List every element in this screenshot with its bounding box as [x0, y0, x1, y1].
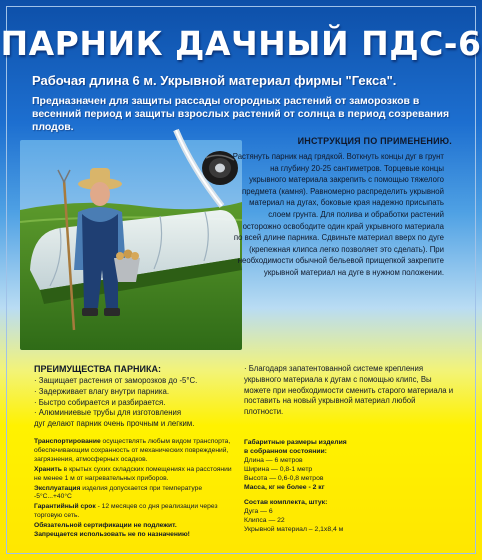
certification-note: Обязательной сертификации не подлежит. — [34, 522, 177, 530]
storage-text: в крытых сухих складских помещениях на расстоянии не менее 1 м от нагревательных приборов. — [34, 465, 232, 482]
instructions-heading: ИНСТРУКЦИЯ ПО ПРИМЕНЕНИЮ. — [297, 136, 452, 146]
list-item: · Защищает растения от заморозков до -5°С. — [34, 376, 198, 385]
usage-info — [34, 485, 234, 503]
advantages-list — [34, 376, 230, 430]
dimension-height: Высота — 0,6-0,8 метров — [244, 475, 324, 482]
kit-clips: Клипса — 22 — [244, 517, 285, 524]
dimensions-block — [244, 438, 434, 534]
dimensions-heading: Габаритные размеры изделия — [244, 439, 347, 446]
list-item: · Алюминиевые трубы для изготовления — [34, 408, 182, 418]
transport-text: осуществлять любым видом транспорта, обеспечивающим сохранность от механических повреждений, загрязнения, атмосферных осадков. — [34, 438, 231, 463]
usage-label: Эксплуатация — [34, 484, 81, 492]
advantages-heading: ПРЕИМУЩЕСТВА ПАРНИКА: — [34, 364, 161, 374]
warning-note: Запрещается использовать не по назначению! — [34, 531, 190, 539]
transport-label: Транспортирование — [34, 438, 101, 445]
purpose-text: Предназначен для защиты рассады огородных растений от заморозков в весенний период и защиты взрослых растений от солнца в период созревания плодов. — [32, 95, 450, 133]
dimension-weight: Масса, кг не более - 2 кг — [244, 484, 325, 491]
dimension-width: Ширина — 0,8-1 метр — [244, 466, 313, 473]
instructions-text: Растянуть парник над грядкой. Воткнуть концы дуг в грунт на глубину 20-25 сантиметров. Торцевые концы укрывного материала закрепить с помощью тяжелого предмета (камня). Равномерно распределить укрывной материал на дугах, боковые края надежно присыпать слоем грунта. Для полива и обработки растений осторожно освободите один край укрывного материала по всей длине парника. Сдвиньте материал вверх по дуге (крепежная клипса легко позволяет это сделать). При необходимости обычной бельевой прищепкой закрепите укрывной материал на дуге в нужном положении. — [232, 152, 444, 277]
storage-info — [34, 466, 234, 484]
dimension-length: Длина — 6 метров — [244, 457, 303, 464]
list-item: дуг делают парник очень прочным и легким. — [34, 419, 195, 429]
kit-heading: Состав комплекта, штук: — [244, 499, 328, 506]
transport-info — [34, 438, 234, 465]
list-item: · Задерживает влагу внутри парника. — [34, 386, 169, 396]
warranty-label: Гарантийный срок — [34, 503, 96, 511]
warranty-text: - 12 месяцев со дня реализации через торговую сеть. — [34, 503, 218, 520]
kit-arcs: Дуга — 6 — [244, 508, 273, 515]
storage-label: Хранить — [34, 465, 62, 473]
list-item: · Быстро собирается и разбирается. — [34, 397, 166, 407]
warranty-info — [34, 503, 234, 521]
kit-material: Укрывной материал – 2,1х8,4 м — [244, 526, 344, 533]
dimensions-subheading: в собранном состоянии: — [244, 448, 327, 455]
subtitle: Рабочая длина 6 м. Укрывной материал фирмы "Гекса". — [32, 73, 397, 88]
usage-text: изделия допускается при температуре -5°С...+40°С — [34, 484, 203, 501]
page-title: ПАРНИК ДАЧНЫЙ ПДС-6 — [0, 24, 482, 63]
advantages-clip-text: · Благодаря запатентованной системе крепления укрывного материала к дугам с помощью клипс, Вы можете при необходимости сменить старого материала и поставить на новый укрывной материал любой плотности. — [244, 364, 454, 417]
handling-info — [34, 438, 234, 540]
